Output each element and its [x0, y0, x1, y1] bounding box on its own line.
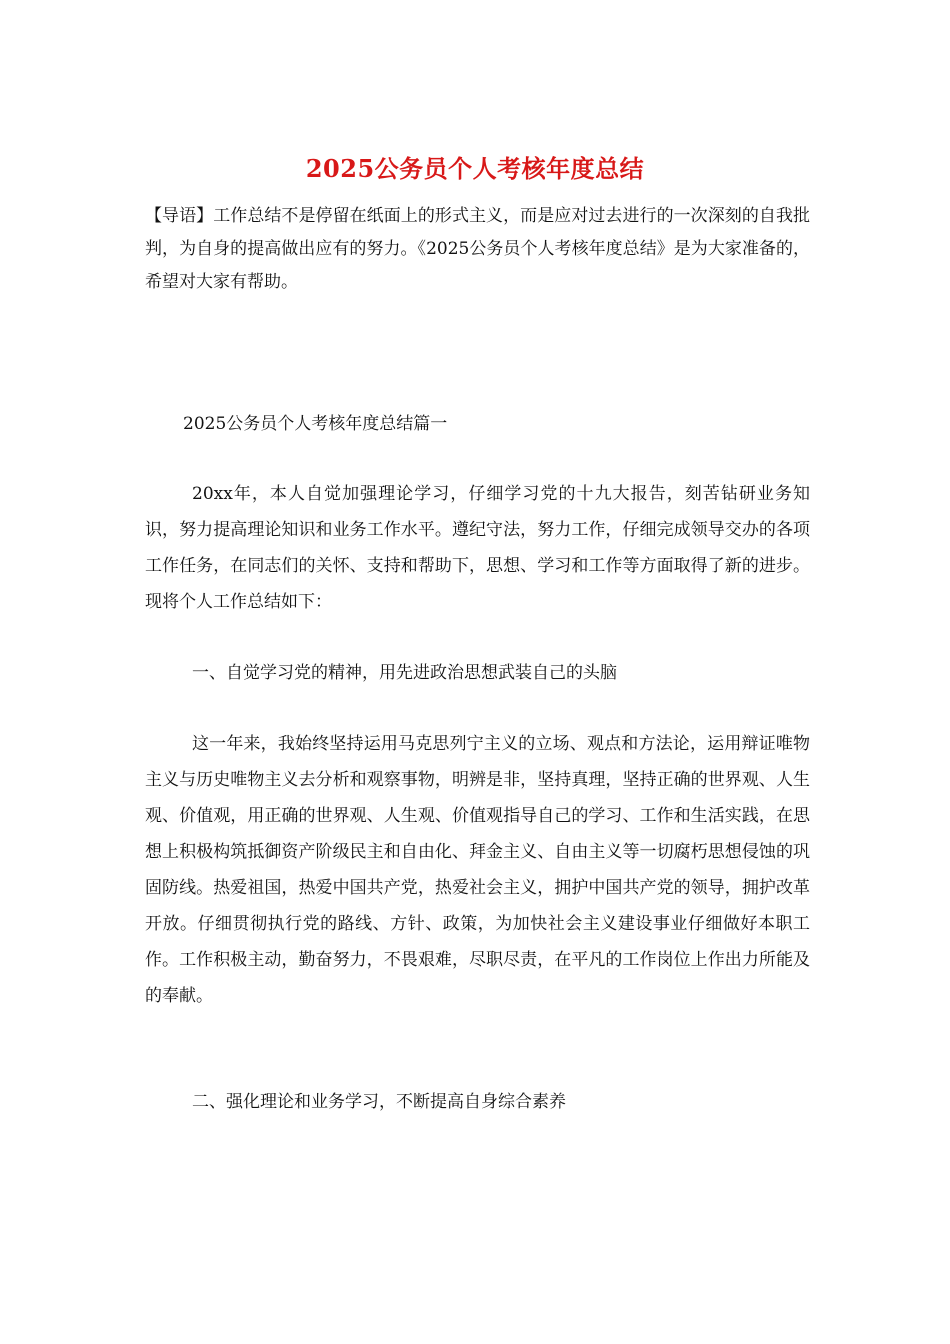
document-title: 2025公务员个人考核年度总结 [305, 154, 645, 183]
body-paragraph-1: 20xx年，本人自觉加强理论学习，仔细学习党的十九大报告，刻苦钻研业务知识，努力提高理论知识和业务工作水平。遵纪守法，努力工作，仔细完成领导交办的各项工作任务，在同志们的关怀、支持和帮助下，思想、学习和工作等方面取得了新的进步。现将个人工作总结如下： [145, 484, 810, 612]
section-heading-2: 二、强化理论和业务学习，不断提高自身综合素养 [192, 1092, 566, 1112]
section-title: 2025公务员个人考核年度总结篇一 [183, 414, 448, 434]
body-paragraph-2: 这一年来，我始终坚持运用马克思列宁主义的立场、观点和方法论，运用辩证唯物主义与历史唯物主义去分析和观察事物，明辨是非，坚持真理，坚持正确的世界观、人生观、价值观，用正确的世界观、人生观、价值观指导自己的学习、工作和生活实践，在思想上积极构筑抵御资产阶级民主和自由化、拜金主义、自由主义等一切腐朽思想侵蚀的巩固防线。热爱祖国，热爱中国共产党，热爱社会主义，拥护中国共产党的领导，拥护改革开放。仔细贯彻执行党的路线、方针、政策，为加快社会主义建设事业仔细做好本职工作。工作积极主动，勤奋努力，不畏艰难，尽职尽责，在平凡的工作岗位上作出力所能及的奉献。 [145, 734, 810, 1006]
section-heading-1: 一、自觉学习党的精神，用先进政治思想武装自己的头脑 [192, 663, 617, 683]
intro-paragraph: 【导语】工作总结不是停留在纸面上的形式主义，而是应对过去进行的一次深刻的自我批判，为自身的提高做出应有的努力。《2025公务员个人考核年度总结》是为大家准备的，希望对大家有帮助。 [145, 206, 810, 292]
